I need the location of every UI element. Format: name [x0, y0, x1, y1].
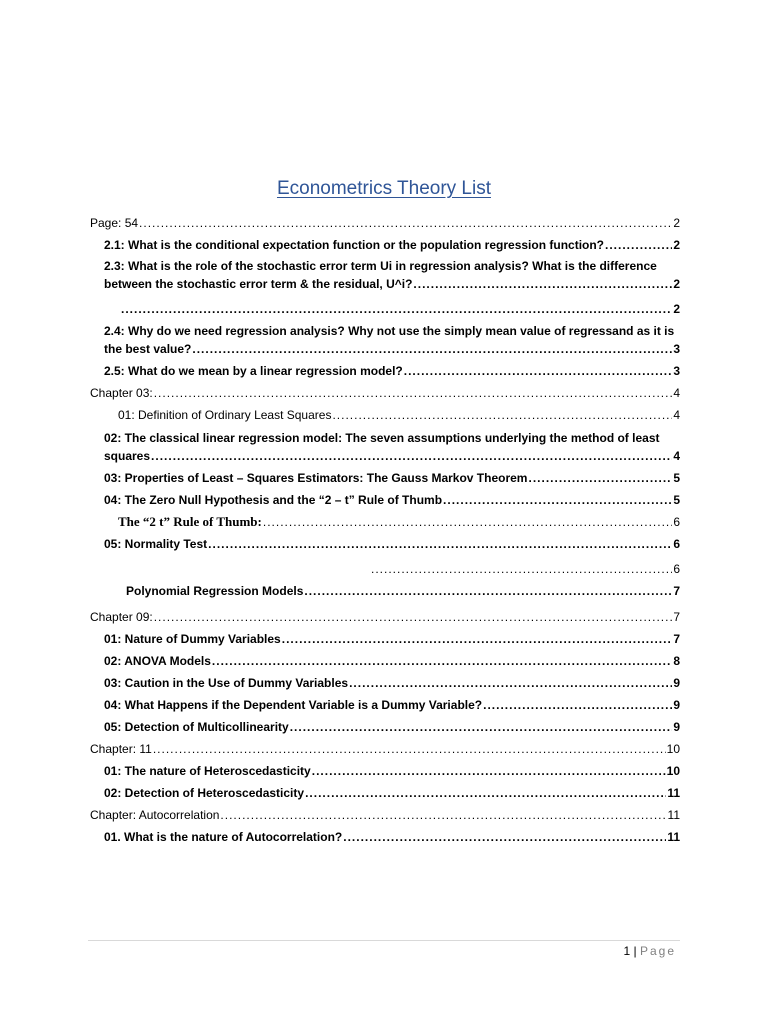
toc-entry[interactable]	[90, 300, 680, 318]
toc-entry[interactable]	[90, 384, 680, 402]
toc-entry-title: 01: Nature of Dummy Variables	[104, 632, 281, 646]
toc-page-number: 5	[673, 493, 680, 507]
toc-page-number: 3	[673, 364, 680, 378]
toc-entry-title: the best value?	[104, 342, 192, 356]
toc-entry[interactable]	[90, 214, 680, 232]
toc-page-number: 11	[667, 786, 680, 800]
toc-entry[interactable]	[90, 429, 680, 465]
toc-entry[interactable]	[90, 762, 680, 780]
toc-entry-title: 2.1: What is the conditional expectation function or the population regression function?	[104, 238, 605, 252]
leader-dots	[154, 608, 673, 626]
toc-entry-title: 01. What is the nature of Autocorrelation?	[104, 830, 343, 844]
toc-entry-title: 04: What Happens if the Dependent Variable is a Dummy Variable?	[104, 698, 483, 712]
leader-dots	[483, 696, 672, 714]
toc-entry[interactable]	[90, 696, 680, 714]
toc-page-number: 9	[673, 720, 680, 734]
toc-page-number: 11	[667, 808, 680, 822]
toc-entry-title: 2.5: What do we mean by a linear regression model?	[104, 364, 403, 378]
toc-page-number: 2	[673, 302, 680, 316]
toc-entry-text-line: 2.3: What is the role of the stochastic error term Ui in regression analysis? What is the difference	[104, 259, 657, 273]
toc-page-number: 4	[673, 386, 680, 400]
toc-entry-title: 03: Caution in the Use of Dummy Variables	[104, 676, 349, 690]
toc-page-number: 6	[673, 515, 680, 529]
leader-dots	[282, 630, 673, 648]
footer-page-word: Page	[639, 944, 676, 958]
toc-page-number: 10	[666, 742, 680, 756]
toc-entry[interactable]	[90, 469, 680, 487]
footer-separator: |	[633, 944, 637, 958]
toc-page-number: 10	[666, 764, 680, 778]
toc-entry-title: The “2 t” Rule of Thumb:	[118, 514, 262, 529]
toc-entry[interactable]	[90, 608, 680, 626]
toc-entry[interactable]	[90, 806, 680, 824]
toc-entry[interactable]	[90, 652, 680, 670]
toc-page-number: 4	[673, 449, 680, 463]
leader-dots	[605, 236, 672, 254]
toc-page-number: 3	[673, 342, 680, 356]
toc-entry-title: squares	[104, 449, 151, 463]
leader-dots	[349, 674, 672, 692]
toc-page-number: 9	[673, 676, 680, 690]
toc-entry-title: 03: Properties of Least – Squares Estimators: The Gauss Markov Theorem	[104, 471, 528, 485]
footer-page-number: 1	[623, 944, 631, 958]
toc-page-number: 2	[673, 277, 680, 291]
toc-entry[interactable]	[90, 630, 680, 648]
toc-page-number: 2	[673, 238, 680, 252]
toc-entry[interactable]	[90, 560, 680, 578]
leader-dots	[192, 340, 672, 358]
toc-entry-title: 01: Definition of Ordinary Least Squares	[118, 408, 332, 422]
toc-entry-title: 05: Normality Test	[104, 537, 208, 551]
toc-entry-title: between the stochastic error term & the residual, U^i?	[104, 277, 413, 291]
leader-dots	[371, 560, 672, 578]
toc-entry[interactable]	[90, 257, 680, 293]
page-footer	[623, 944, 676, 958]
toc-entry[interactable]	[90, 491, 680, 509]
toc-entry-text-line: 02: The classical linear regression model: The seven assumptions underlying the method of least	[104, 431, 660, 445]
toc-entry[interactable]	[90, 828, 680, 846]
toc-entry[interactable]	[90, 535, 680, 553]
leader-dots	[305, 784, 666, 802]
toc-page-number: 11	[667, 830, 680, 844]
leader-dots	[212, 652, 672, 670]
toc-entry[interactable]	[90, 674, 680, 692]
toc-entry-title: 02: ANOVA Models	[104, 654, 211, 668]
toc-entry[interactable]	[90, 784, 680, 802]
toc-entry-title: Chapter 09:	[90, 610, 153, 624]
toc-page-number: 7	[673, 610, 680, 624]
leader-dots	[413, 275, 672, 293]
leader-dots	[121, 300, 672, 318]
leader-dots	[154, 384, 673, 402]
toc-page-number: 9	[673, 698, 680, 712]
toc-entry-title: Polynomial Regression Models	[126, 584, 304, 598]
leader-dots	[208, 535, 672, 553]
toc-entry-title: Chapter 03:	[90, 386, 153, 400]
toc-entry-title: Chapter: Autocorrelation	[90, 808, 220, 822]
toc-entry[interactable]	[90, 362, 680, 380]
leader-dots	[443, 491, 672, 509]
leader-dots	[304, 582, 672, 600]
toc-entry[interactable]	[90, 322, 680, 358]
toc-page-number: 8	[673, 654, 680, 668]
toc-entry[interactable]	[90, 513, 680, 531]
toc-page-number: 6	[673, 537, 680, 551]
toc-entry-title: Page: 54	[90, 216, 139, 230]
leader-dots	[139, 214, 672, 232]
toc-entry[interactable]	[90, 582, 680, 600]
footer-divider	[88, 940, 680, 941]
toc-entry[interactable]	[90, 740, 680, 758]
toc-page-number: 4	[673, 408, 680, 422]
toc-page-number: 7	[673, 584, 680, 598]
toc-entry[interactable]	[90, 406, 680, 424]
toc-entry-title: 05: Detection of Multicollinearity	[104, 720, 289, 734]
toc-page-number: 5	[673, 471, 680, 485]
leader-dots	[290, 718, 673, 736]
leader-dots	[332, 406, 672, 424]
leader-dots	[312, 762, 666, 780]
leader-dots	[153, 740, 666, 758]
toc-entry-title: 01: The nature of Heteroscedasticity	[104, 764, 311, 778]
document-title: Econometrics Theory List	[276, 178, 491, 199]
toc-entry-title: 02: Detection of Heteroscedasticity	[104, 786, 305, 800]
toc-page-number: 6	[673, 562, 680, 576]
toc-entry[interactable]	[90, 236, 680, 254]
toc-entry-title: 04: The Zero Null Hypothesis and the “2 – t” Rule of Thumb	[104, 493, 443, 507]
leader-dots	[404, 362, 673, 380]
toc-entry[interactable]	[90, 718, 680, 736]
leader-dots	[263, 513, 672, 531]
table-of-contents	[90, 206, 680, 846]
leader-dots	[343, 828, 666, 846]
leader-dots	[220, 806, 666, 824]
toc-page-number: 7	[673, 632, 680, 646]
toc-entry-title: Chapter: 11	[90, 742, 152, 756]
leader-dots	[151, 447, 672, 465]
leader-dots	[528, 469, 672, 487]
toc-page-number: 2	[673, 216, 680, 230]
toc-entry-text-line: 2.4: Why do we need regression analysis? Why not use the simply mean value of regressand as it is	[104, 324, 675, 338]
